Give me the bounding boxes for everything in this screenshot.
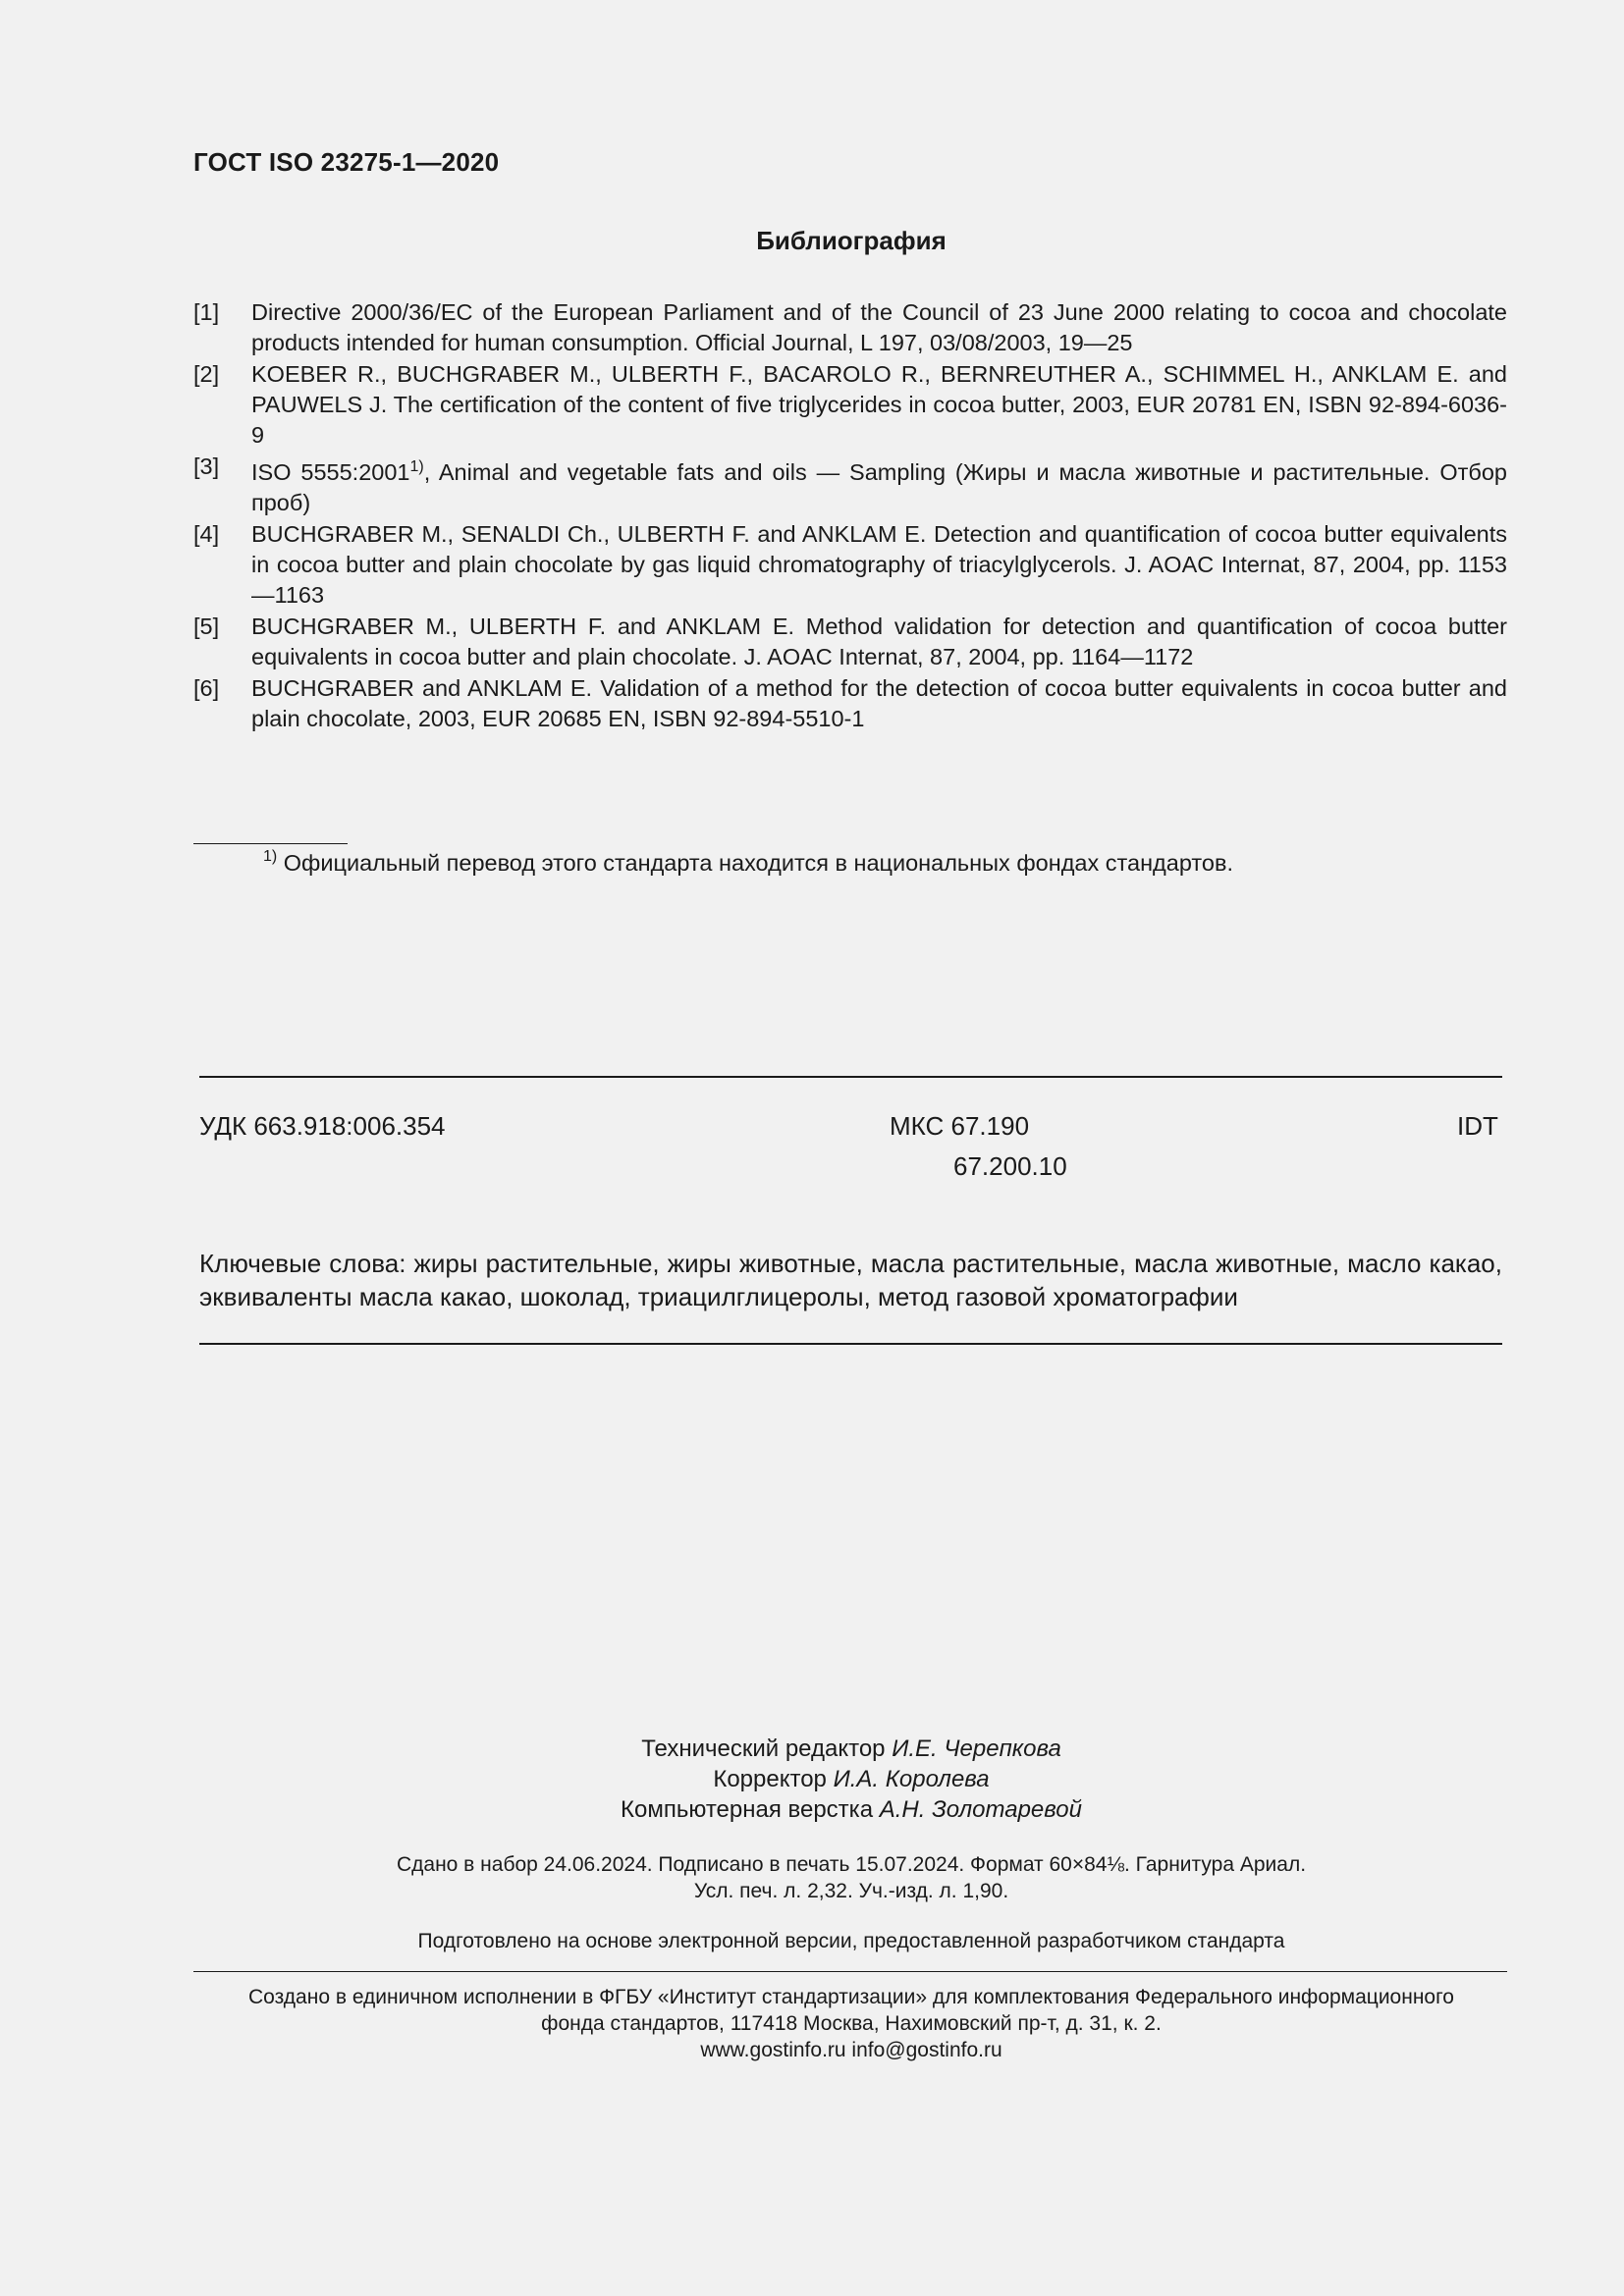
print-info-line: Усл. печ. л. 2,32. Уч.-изд. л. 1,90. (693, 1880, 1009, 1902)
ref-text-part: ISO 5555:2001 (251, 458, 410, 485)
ref-text: BUCHGRABER M., ULBERTH F. and ANKLAM E. Method validation for detection and quantification of cocoa butter equivalents in cocoa butter and plain chocolate. J. AOAC Internat, 87, 2004, pp. 1164—1172 (251, 613, 1507, 669)
publisher-contacts: www.gostinfo.ru info@gostinfo.ru (700, 2039, 1002, 2061)
ref-text: BUCHGRABER and ANKLAM E. Validation of a method for the detection of cocoa butter equivalents in cocoa butter and plain chocolate, 2003, EUR 20685 EN, ISBN 92-894-5510-1 (251, 674, 1507, 731)
tech-editor-label: Технический редактор (641, 1735, 893, 1762)
ref-text-part: , Animal and vegetable fats and oils — Sampling (Жиры и масла животные и растительные. Отбор проб) (251, 458, 1507, 515)
corrector-label: Корректор (713, 1766, 834, 1792)
udk-code: УДК 663.918:006.354 (199, 1111, 446, 1141)
footnote-text: Официальный перевод этого стандарта находится в национальных фондах стандартов. (283, 850, 1233, 876)
mks-code: МКС 67.190 (890, 1111, 1030, 1141)
bibliography-item (193, 519, 1507, 611)
tech-editor-name: И.Е. Черепкова (892, 1735, 1061, 1762)
footnote-mark: 1) (263, 848, 278, 865)
publisher-line: Создано в единичном исполнении в ФГБУ «Институт стандартизации» для комплектования Федерального информационного (248, 1986, 1454, 2008)
divider (199, 1343, 1502, 1345)
bibliography-list (193, 297, 1507, 735)
idt-label: IDT (1457, 1111, 1498, 1141)
ref-text: BUCHGRABER M., SENALDI Ch., ULBERTH F. and ANKLAM E. Detection and quantification of cocoa butter equivalents in cocoa butter and plain chocolate by gas liquid chromatography of triacylglycerols. J. AOAC Internat, 87, 2004, pp. 1153—1163 (251, 520, 1507, 608)
ref-number: [3] (193, 454, 220, 479)
corrector-name: И.А. Королева (833, 1766, 990, 1792)
tech-editor-line (79, 1734, 1624, 1764)
mks-code-secondary: 67.200.10 (953, 1151, 1067, 1181)
bibliography-item (193, 297, 1507, 358)
ref-number: [5] (193, 613, 220, 639)
footnote-reference: 1) (409, 458, 424, 475)
bibliography-item (193, 673, 1507, 734)
divider (193, 1971, 1507, 1972)
bibliography-title: Библиография (756, 226, 947, 255)
divider (199, 1076, 1502, 1078)
publisher-address: фонда стандартов, 117418 Москва, Нахимовский пр-т, д. 31, к. 2. (541, 2012, 1162, 2035)
ref-text: Directive 2000/36/EC of the European Parliament and of the Council of 23 June 2000 relating to cocoa and chocolate products intended for human consumption. Official Journal, L 197, 03/08/2003, 19—25 (251, 299, 1507, 355)
prepared-note: Подготовлено на основе электронной версии, предоставленной разработчиком стандарта (417, 1930, 1285, 1952)
layout-name: А.Н. Золотаревой (879, 1796, 1082, 1823)
keywords: Ключевые слова: жиры растительные, жиры животные, масла растительные, масла животные, масло какао, эквиваленты масла какао, шоколад, триацилглицеролы, метод газовой хроматографии (199, 1249, 1502, 1311)
footnote-divider (193, 843, 348, 844)
corrector-line (79, 1764, 1624, 1794)
ref-number: [6] (193, 674, 220, 701)
layout-label: Компьютерная верстка (621, 1796, 880, 1823)
print-info-line: Сдано в набор 24.06.2024. Подписано в печать 15.07.2024. Формат 60×84⅛. Гарнитура Ариал. (396, 1853, 1307, 1876)
document-id: ГОСТ ISO 23275-1—2020 (193, 147, 500, 177)
ref-text: KOEBER R., BUCHGRABER M., ULBERTH F., BACAROLO R., BERNREUTHER A., SCHIMMEL H., ANKLAM E. and PAUWELS J. The certification of the content of five triglycerides in cocoa butter, 2003, EUR 20781 EN, ISBN 92-894-6036-9 (251, 361, 1507, 448)
print-info (0, 1851, 1624, 1904)
staff-credits (0, 1734, 1624, 1825)
bibliography-item (193, 359, 1507, 451)
ref-number: [4] (193, 520, 220, 547)
footnote (263, 850, 1233, 877)
bibliography-item (193, 452, 1507, 518)
ref-number: [1] (193, 299, 220, 325)
publisher-info (0, 1984, 1624, 2063)
layout-line (79, 1794, 1624, 1825)
ref-text (251, 452, 1507, 518)
ref-number: [2] (193, 361, 220, 387)
bibliography-item (193, 612, 1507, 672)
